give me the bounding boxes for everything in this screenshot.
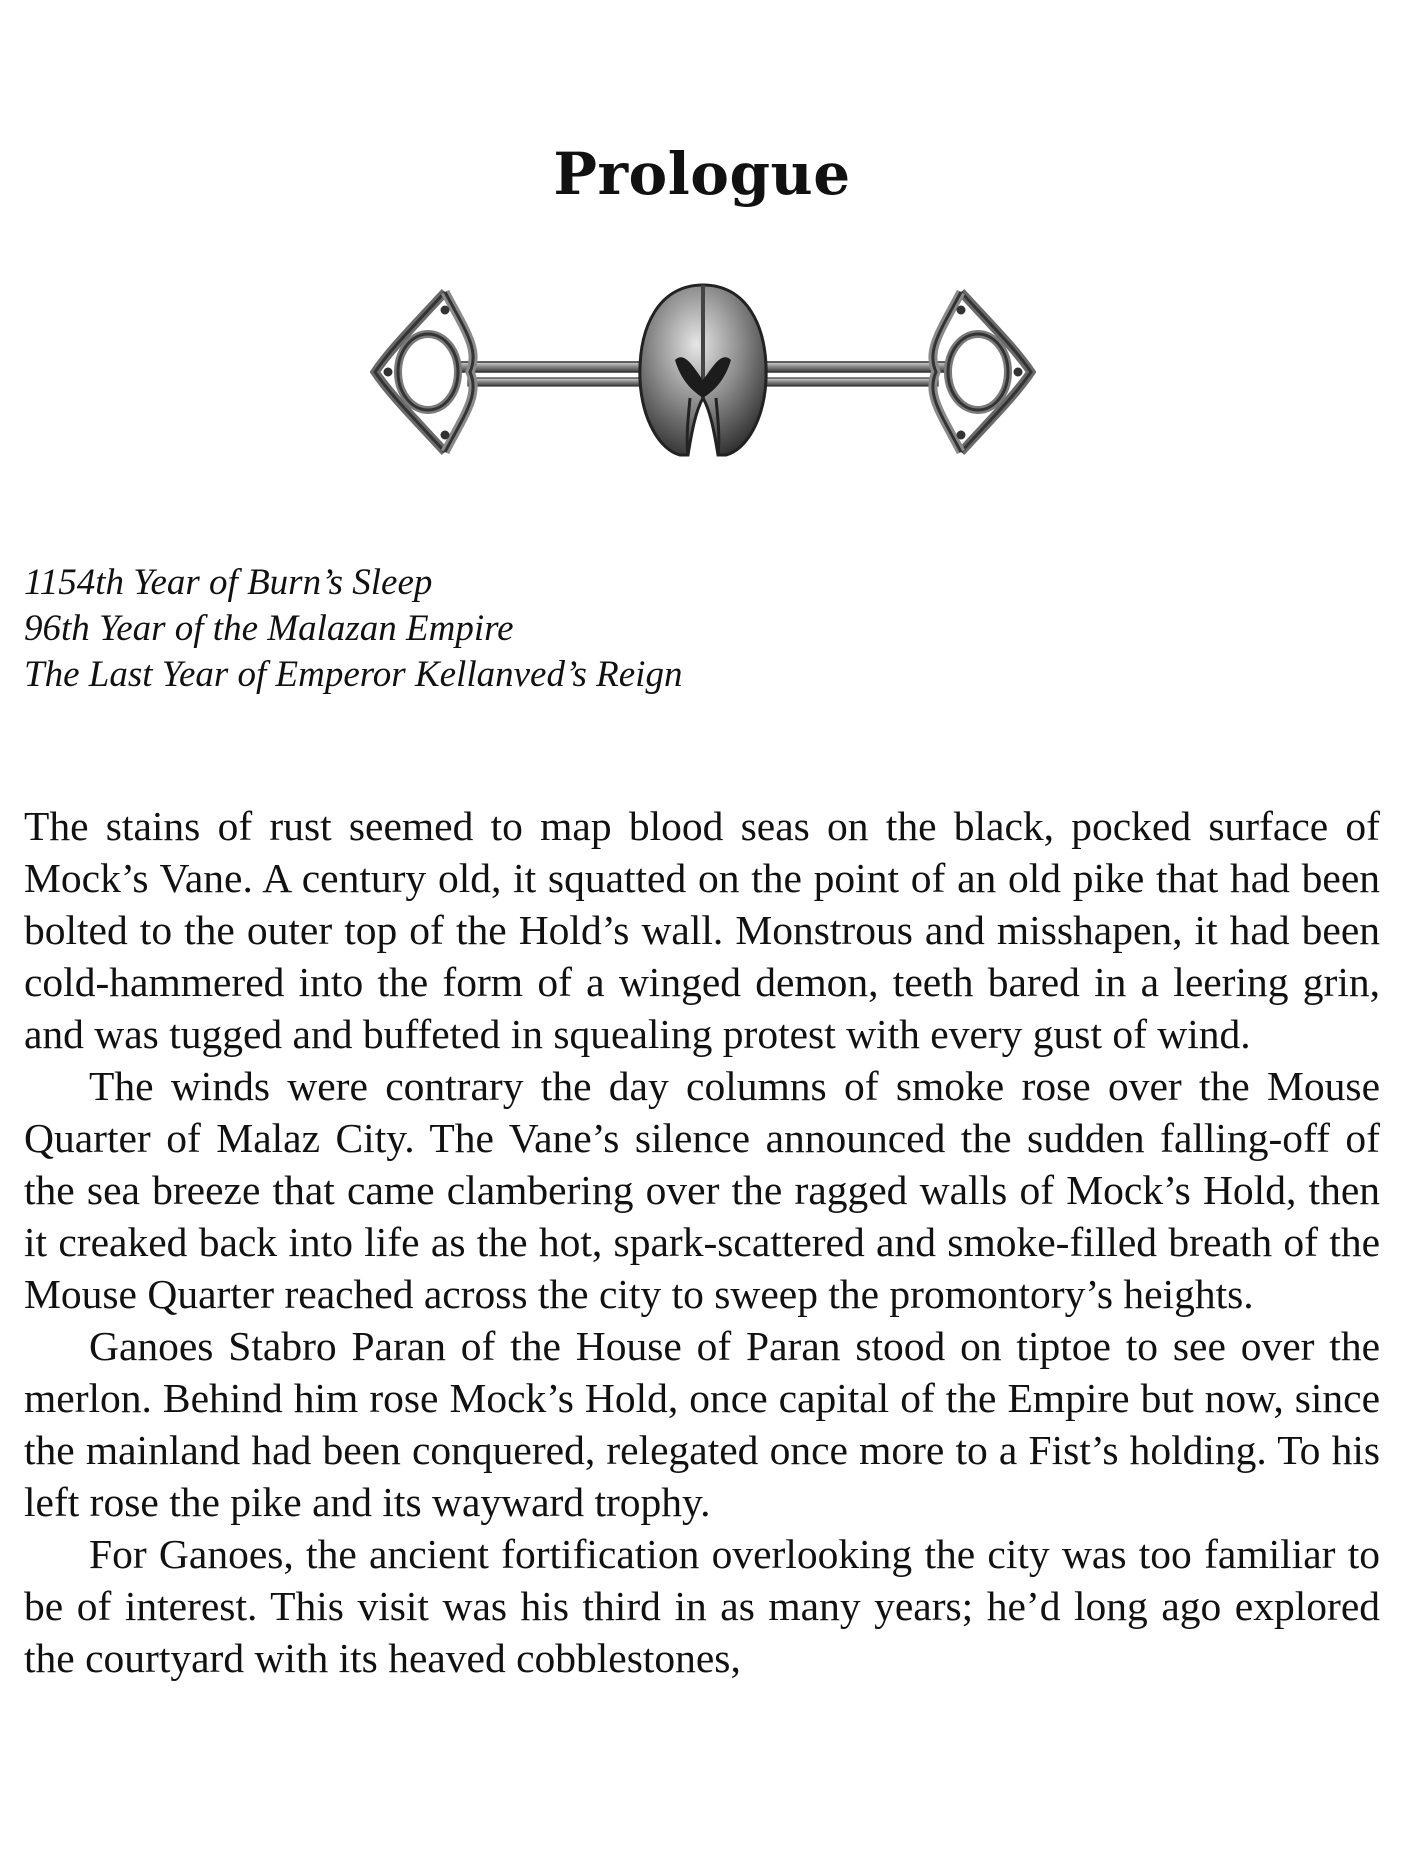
helmet-celtic-knot-divider-icon	[370, 280, 1036, 475]
epigraph-line: The Last Year of Emperor Kellanved’s Reign	[24, 654, 683, 695]
epigraph	[24, 560, 682, 698]
chapter-title: Prologue	[553, 140, 851, 208]
paragraph: For Ganoes, the ancient fortification overlooking the city was too familiar to be of interest. This visit was his third in as many years; he’d long ago explored the courtyard with its heaved cobblestones,	[24, 1531, 1380, 1681]
paragraph: Ganoes Stabro Paran of the House of Paran stood on tiptoe to see over the merlon. Behind him rose Mock’s Hold, once capital of the Empire but now, since the mainland had been conquered, relegated once more to a Fist’s holding. To his left rose the pike and its wayward trophy.	[24, 1323, 1380, 1525]
epigraph-line: 1154th Year of Burn’s Sleep	[24, 562, 433, 603]
paragraph: The stains of rust seemed to map blood seas on the black, pocked surface of Mock’s Vane. A century old, it squatted on the point of an old pike that had been bolted to the outer top of the Hold’s wall. Monstrous and misshapen, it had been cold-hammered into the form of a winged demon, teeth bared in a leering grin, and was tugged and buffeted in squealing protest with every gust of wind.	[24, 803, 1380, 1057]
paragraph: The winds were contrary the day columns of smoke rose over the Mouse Quarter of Malaz City. The Vane’s silence announced the sudden falling-off of the sea breeze that came clambering over the ragged walls of Mock’s Hold, then it creaked back into life as the hot, spark-scattered and smoke-filled breath of the Mouse Quarter reached across the city to sweep the promontory’s heights.	[24, 1063, 1380, 1317]
body-text	[24, 800, 1380, 1684]
epigraph-line: 96th Year of the Malazan Empire	[24, 608, 514, 649]
